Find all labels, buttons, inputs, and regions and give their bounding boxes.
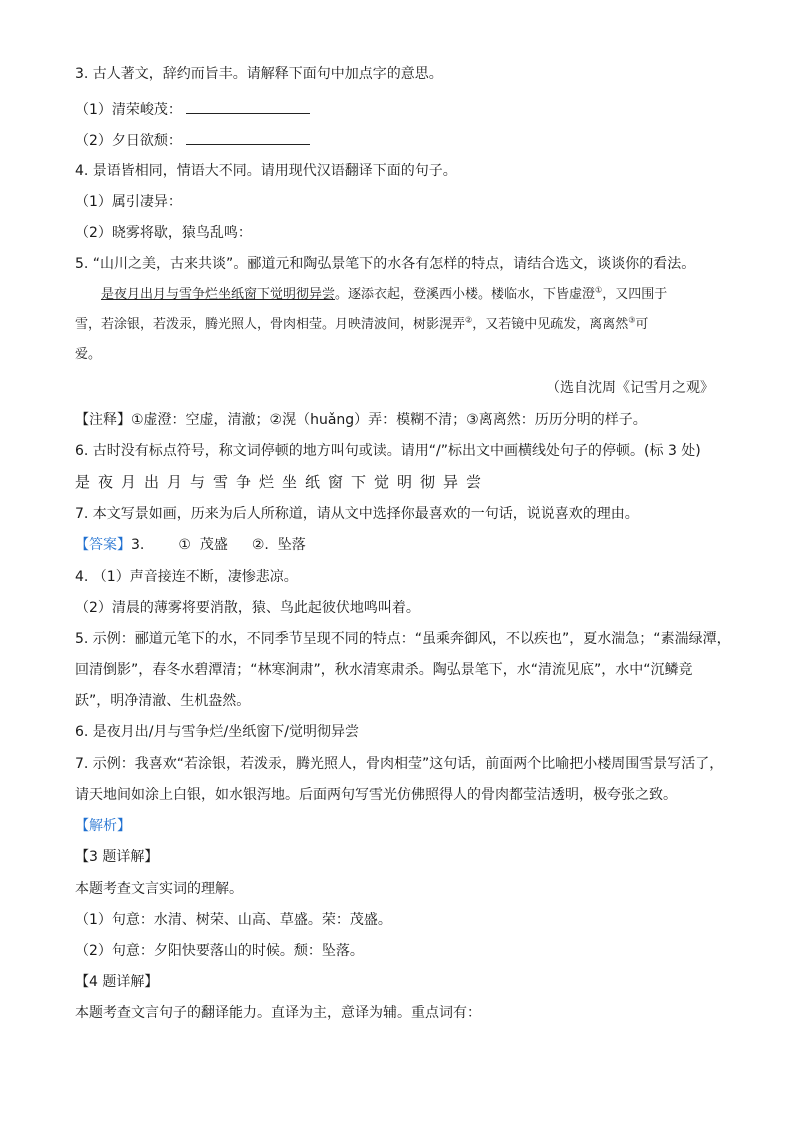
detail-3-item1: （1）句意：水清、树荣、山高、草盛。荣：茂盛。 bbox=[75, 912, 392, 928]
answer-marker-2: ②. bbox=[251, 537, 269, 553]
detail-3-title: 【3 题详解】 bbox=[75, 849, 159, 865]
q3-item2 bbox=[75, 130, 310, 151]
q5-prompt: 5. “山川之美，古来共谈”。郦道元和陶弘景笔下的水各有怎样的特点，请结合选文，谈谈你的看法。 bbox=[75, 256, 696, 272]
footnote-marker-2: ② bbox=[465, 315, 473, 325]
passage-line1-text: 。逐添衣起，登溪西小楼。楼临水，下皆虚澄 bbox=[335, 287, 596, 302]
q3-item1-blank bbox=[186, 99, 310, 114]
answer-5-line1: 5. 示例：郦道元笔下的水，不同季节呈现不同的特点：“虽乘奔御风，不以疾也”，夏水湍急；“素湍绿潭， bbox=[75, 631, 731, 647]
answer-5-line2: 回清倒影”，春冬水碧潭清；“林寒涧肃”，秋水清寒肃杀。陶弘景笔下，水“清流见底”，水中“沉鳞竞 bbox=[75, 662, 693, 678]
q6-sentence: 是夜月出月与雪争烂坐纸窗下觉明彻异尝 bbox=[75, 473, 490, 491]
passage-underlined-sentence: 是夜月出月与雪争烂坐纸窗下觉明彻异尝 bbox=[101, 287, 336, 302]
q3-item2-label: （2）夕日欲颓： bbox=[75, 133, 182, 149]
detail-4-title: 【4 题详解】 bbox=[75, 974, 159, 990]
q7-prompt: 7. 本文写景如画，历来为后人所称道，请从文中选择你最喜欢的一句话，说说喜欢的理由。 bbox=[75, 506, 639, 522]
q4-item2: （2）晓雾将歇，猿鸟乱鸣： bbox=[75, 225, 252, 241]
q3-prompt: 3. 古人著文，辞约而旨丰。请解释下面句中加点字的意思。 bbox=[75, 66, 443, 82]
answer-3-1: 茂盛 bbox=[199, 537, 228, 553]
passage-line2-c: 可 bbox=[635, 317, 649, 332]
detail-3-intro: 本题考查文言实词的理解。 bbox=[75, 881, 243, 897]
answer-num: 3. bbox=[131, 537, 145, 553]
q4-prompt: 4. 景语皆相同，情语大不同。请用现代汉语翻译下面的句子。 bbox=[75, 163, 457, 179]
footnote-marker-3: ③ bbox=[628, 315, 636, 325]
footnote-marker-1: ① bbox=[595, 285, 603, 295]
q6-prompt: 6. 古时没有标点符号，称文词停顿的地方叫句或读。请用“/”标出文中画横线处句子的停顿。(标 3 处) bbox=[75, 443, 701, 459]
detail-4-intro: 本题考查文言句子的翻译能力。直译为主，意译为辅。重点词有： bbox=[75, 1005, 481, 1021]
passage-line1-end: ，又四围于 bbox=[602, 287, 668, 302]
answer-4-1: 4. （1）声音接连不断，凄惨悲凉。 bbox=[75, 569, 298, 585]
answer-label: 【答案】 bbox=[75, 537, 131, 553]
q4-item1: （1）属引凄异： bbox=[75, 194, 182, 210]
q3-item2-blank bbox=[186, 130, 310, 145]
answer-5-line3: 跃”，明净清澈、生机盎然。 bbox=[75, 693, 251, 709]
answer-marker-1: ① bbox=[178, 537, 191, 553]
passage bbox=[75, 282, 725, 372]
passage-line2-a: 雪，若涂银，若泼汞，腾光照人，骨肉相莹。月映清波间，树影滉弄 bbox=[75, 317, 466, 332]
answer-line-3 bbox=[75, 535, 306, 555]
passage-source: （选自沈周《记雪月之观》 bbox=[546, 380, 714, 396]
answer-4-2: （2）清晨的薄雾将要消散，猿、鸟此起彼伏地鸣叫着。 bbox=[75, 600, 420, 616]
q3-item1 bbox=[75, 99, 310, 120]
passage-line-2 bbox=[75, 312, 648, 338]
annotation-note: 【注释】①虚澄：空虚，清澈；②滉（huǎng）弄：模糊不清；③离离然：历历分明的样子。 bbox=[75, 412, 647, 428]
passage-line-1 bbox=[101, 282, 667, 308]
passage-line-3: 爱。 bbox=[75, 347, 102, 362]
q3-item1-label: （1）清荣峻茂： bbox=[75, 102, 182, 118]
answer-3-2: 坠落 bbox=[277, 537, 306, 553]
analysis-label: 【解析】 bbox=[75, 818, 131, 834]
answer-6: 6. 是夜月出/月与雪争烂/坐纸窗下/觉明彻异尝 bbox=[75, 724, 359, 740]
detail-3-item2: （2）句意：夕阳快要落山的时候。颓：坠落。 bbox=[75, 943, 364, 959]
answer-7-line2: 请天地间如涂上白银，如水银泻地。后面两句写雪光仿佛照得人的骨肉都莹洁透明，极夸张之致。 bbox=[75, 787, 677, 803]
passage-line2-b: ，又若镜中见疏发，离离然 bbox=[472, 317, 629, 332]
answer-7-line1: 7. 示例：我喜欢“若涂银，若泼汞，腾光照人，骨肉相莹”这句话，前面两个比喻把小楼周围雪景写活了， bbox=[75, 756, 724, 772]
